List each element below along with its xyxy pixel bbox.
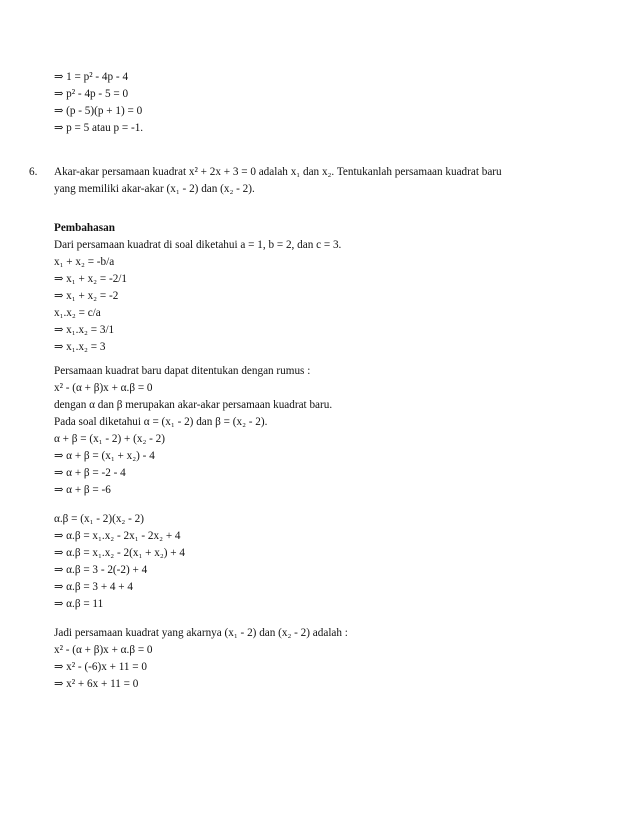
solution-line: ⇒ α.β = x₁.x₂ - 2(x₁ + x₂) + 4 [54, 547, 185, 559]
solution-line: ⇒ α + β = -2 - 4 [54, 467, 126, 479]
final-answer-line: ⇒ x² + 6x + 11 = 0 [54, 678, 139, 690]
solution-line: ⇒ x₁ + x₂ = -2 [54, 290, 119, 302]
conclusion-line: ⇒ x² - (-6)x + 11 = 0 [54, 661, 147, 673]
solution-line: Dari persamaan kuadrat di soal diketahui a = 1, b = 2, dan c = 3. [54, 239, 342, 251]
solution-line: x² - (α + β)x + α.β = 0 [54, 382, 153, 394]
intro-step-2: ⇒ p² - 4p - 5 = 0 [54, 88, 129, 100]
solution-line: ⇒ α.β = 11 [54, 598, 104, 610]
intro-step-3: ⇒ (p - 5)(p + 1) = 0 [54, 105, 143, 117]
question-number: 6. [29, 166, 38, 178]
question-text-line-1: Akar-akar persamaan kuadrat x² + 2x + 3 = 0 adalah x₁ dan x₂. Tentukanlah persamaan kuadrat baru [54, 166, 502, 178]
solution-line: ⇒ α.β = 3 + 4 + 4 [54, 581, 134, 593]
solution-line: ⇒ α.β = 3 - 2(-2) + 4 [54, 564, 148, 576]
question-text-line-2: yang memiliki akar-akar (x₁ - 2) dan (x₂ - 2). [54, 183, 255, 195]
solution-line: ⇒ α + β = (x₁ + x₂) - 4 [54, 450, 155, 462]
conclusion-line: x² - (α + β)x + α.β = 0 [54, 644, 153, 656]
solution-line: α + β = (x₁ - 2) + (x₂ - 2) [54, 433, 165, 445]
section-heading: Pembahasan [54, 222, 115, 234]
solution-line: α.β = (x₁ - 2)(x₂ - 2) [54, 513, 144, 525]
solution-line: dengan α dan β merupakan akar-akar persamaan kuadrat baru. [54, 399, 333, 411]
solution-line: ⇒ α + β = -6 [54, 484, 111, 496]
conclusion-line: Jadi persamaan kuadrat yang akarnya (x₁ - 2) dan (x₂ - 2) adalah : [54, 627, 348, 639]
intro-step-1: ⇒ 1 = p² - 4p - 4 [54, 71, 129, 83]
solution-line: x₁.x₂ = c/a [54, 307, 101, 319]
solution-line: ⇒ α.β = x₁.x₂ - 2x₁ - 2x₂ + 4 [54, 530, 181, 542]
intro-step-4: ⇒ p = 5 atau p = -1. [54, 122, 144, 134]
solution-line: ⇒ x₁.x₂ = 3 [54, 341, 106, 353]
solution-line: ⇒ x₁.x₂ = 3/1 [54, 324, 115, 336]
solution-line: Persamaan kuadrat baru dapat ditentukan dengan rumus : [54, 365, 311, 377]
solution-line: Pada soal diketahui α = (x₁ - 2) dan β = (x₂ - 2). [54, 416, 268, 428]
solution-line: x₁ + x₂ = -b/a [54, 256, 115, 268]
solution-line: ⇒ x₁ + x₂ = -2/1 [54, 273, 127, 285]
